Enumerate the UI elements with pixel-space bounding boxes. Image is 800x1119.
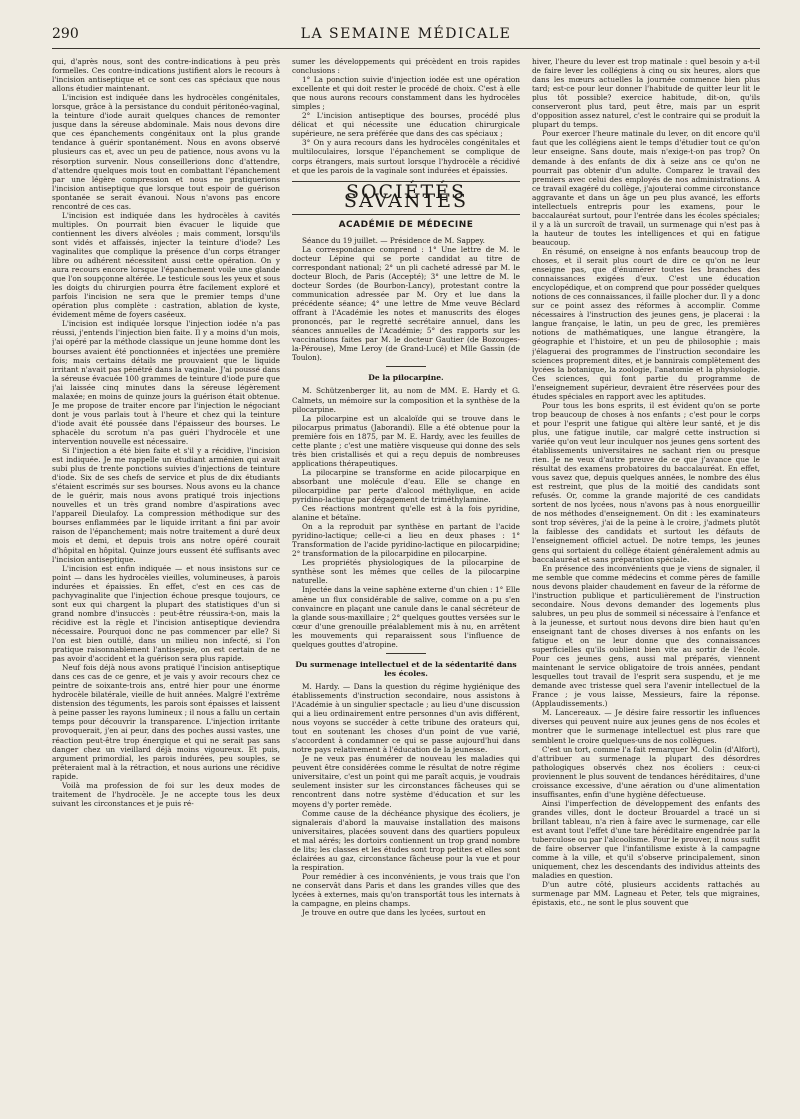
paragraph: L'incision est indiquée dans les hydrocèles à cavités multiples. On pourrait bien évacuer le liquide que contiennent les divers alvéoles ; mais comment, lorsqu'ils sont vidés et affaissés, injecter la teinture d'iode? Les vaginalites que complique la présence d'un corps étranger libre ou adhérent nécessitent aussi cette opération. On y aura recours encore lorsque l'épanchement voile une glande que l'on soupçonne altérée. Le testicule sous les yeux et sous les doigts du chirurgien pourra être facilement exploré et parfois l'incision ne sera que le premier temps d'une opération plus complète : castration, ablation de kyste, évidement même de foyers caséeux. <box>52 210 280 320</box>
session-line: Séance du 19 juillet. — Présidence de M. Sappey. <box>302 235 485 245</box>
paragraph: Pour remédier à ces inconvénients, je vous trais que l'on ne conservât dans Paris et dans les grandes villes que des lycées à externes, mais qu'on transportât tous les internats à la campagne, en pleins champs. <box>292 871 520 909</box>
column-middle <box>292 57 520 1107</box>
column-left <box>52 57 280 1107</box>
academy-heading: ACADÉMIE DE MÉDECINE <box>338 219 474 230</box>
subheading-surmenage: Du surmenage intellectuel et de la sédentarité dans les écoles. <box>295 659 517 678</box>
paragraph: Comme cause de la déchéance physique des écoliers, je signalerais d'abord la mauvaise installation des maisons universitaires, placées souvent dans des quartiers populeux et mal aérés; les dortoirs contiennent un trop grand nombre de lits; les classes et les études sont trop petites et elles sont éclairées au gaz, circonstance fâcheuse pour la vue et pour la respiration. <box>292 808 520 872</box>
paragraph: On a la reproduit par synthèse en partant de l'acide pyridino-lactique; celle-ci a lieu en deux phases : 1° Transformation de l'acide pyridino-lactique en pilocarpidine; 2° transformation de la pilocarpidine en pilocarpine. <box>292 522 520 559</box>
paragraph: Ces réactions montrent qu'elle est à la fois pyridine, alanine et bétaïne. <box>292 504 520 523</box>
paragraph: Je ne veux pas énumérer de nouveau les maladies qui peuvent être considérées comme le résultat de notre régime universitaire, c'est un point qui me paraît acquis, je voudrais seulement insister sur les circonstances fâcheuses qui se rencontrent dans notre système d'éducation et sur les moyens d'y porter remède. <box>292 754 520 809</box>
paragraph: Les propriétés physiologiques de la pilocarpine de synthèse sont les mêmes que celles de la pilocarpine naturelle. <box>292 558 520 586</box>
paragraph: Neuf fois déjà nous avons pratiqué l'incision antiseptique dans ces cas de ce genre, et je vais y avoir recours chez ce peintre de soixante-trois ans, entré hier pour une énorme hydrocèle bilatérale, vieille de huit années. Malgré l'extrême distension des téguments, les parois sont épaisses et laissent à peine passer les rayons lumineux ; il nous a fallu un certain temps pour découvrir la transparence. L'injection irritante provoquerait, j'en ai peur, dans des poches aussi vastes, une réaction peut-être trop énergique et qui ne serait pas sans danger chez un vieillard déjà moins vigoureux. Et puis, argument primordial, les parois indurées, peu souples, se prêteraient mal à la rétraction, et nous aurions une récidive rapide. <box>52 663 280 781</box>
paragraph: Pour tous les bons esprits, il est évident qu'on se porte trop beaucoup de choses à nos enfants ; c'est pour le corps et pour l'esprit une fatigue qui altère leur santé, et je dis plus, une fatigue inutile, car malgré cette instruction si variée qu'on veut leur inculquer nos jeunes gens sortent des établissements universitaires ne sachant rien ou presque rien. Je ne veux d'autre preuve de ce que j'avance que le résultat des examens probatoires du baccalauréat. En effet, vous savez que, depuis quelques années, le nombre des élus est restreint, que plus de la moitié des candidats sont refusés. Or, comme la grande majorité de ces candidats sortent de nos lycées, nous n'avons pas à nous enorgueillir de nos méthodes d'enseignement. On dit : les examinateurs sont trop sévères, j'ai de la peine à le croire, j'admets plutôt la faiblesse des candidats et surtout les défauts de l'enseignement officiel actuel. De notre temps, les jeunes gens qui sortaient du collège étaient généralement admis au baccalauréat et sans préparation spéciale. <box>532 400 760 564</box>
paragraph: L'incision est indiquée lorsque l'injection iodée n'a pas réussi, j'entends l'injection bien faite. Il y a moins d'un mois, j'ai opéré par la méthode classique un jeune homme dont les bourses avaient été ponctionnées et injectées une première fois; mais certains détails me prouvaient que le liquide irritant n'avait pas pénétré dans la vaginale. J'ai poussé dans la séreuse évacuée 100 grammes de teinture d'iode pure que j'ai laissée cinq minutes dans la séreuse légèrement malaxée; en moins de quinze jours la guérison était obtenue. Je me propose de traiter encore par l'injection le négociant dont je vous parlais tout à l'heure et chez qui la teinture d'iode avait été poussée dans l'épaisseur des bourses. Le sphacèle du scrotum n'a pas guéri l'hydrocèle et une intervention nouvelle est nécessaire. <box>52 319 280 446</box>
journal-title: LA SEMAINE MÉDICALE <box>300 26 512 42</box>
paragraph: L'incision est enfin indiquée — et nous insistons sur ce point — dans les hydrocèles vieilles, volumineuses, à parois indurées et épaissies. En effet, c'est en ces cas de pachyvaginalite que l'injection échoue presque toujours, ce sont eux qui chargent la plupart des statistiques d'un si grand nombre d'insuccès : peut-être réussira-t-on, mais la récidive est la règle et l'incision antiseptique deviendra nécessaire. Pourquoi donc ne pas commencer par elle? Si l'on est bien outillé, dans un milieu non infecté, si l'on pratique raisonnablement l'antisepsie, on est certain de ne pas avoir d'accident et la guérison sera plus rapide. <box>52 563 280 664</box>
subheading-pilocarpine: De la pilocarpine. <box>368 373 444 383</box>
divider <box>386 366 426 367</box>
paragraph: sumer les développements qui précèdent en trois rapides conclusions : <box>292 57 520 76</box>
conclusion-item: 3° On y aura recours dans les hydrocèles congénitales et multiloculaires, lorsque l'épanchement se complique de corps étrangers, mais surtout lorsque l'hydrocèle a récidivé et que les parois de la vaginale sont indurées et épaissies. <box>292 138 520 175</box>
paragraph: Injectée dans la veine saphène externe d'un chien : 1° Elle amène un flux considérable de salive, comme on a pu s'en convaincre en plaçant une canule dans le canal sécréteur de la glande sous-maxillaire ; 2° quelques gouttes versées sur le cœur d'une grenouille préalablement mis à nu, en arrêtent les mouvements qui reparaissent sous l'influence de quelques gouttes d'atropine. <box>292 585 520 649</box>
paragraph: Ainsi l'imperfection de développement des enfants des grandes villes, dont le docteur Brouardel a tracé un si brillant tableau, n'a rien à faire avec le surmenage, car elle est avant tout l'effet d'une tare héréditaire engendrée par la tuberculose ou par l'alcoolisme. Pour le prouver, il nous suffit de faire observer que l'infantilisme existe à la campagne comme à la ville, et qu'il s'observe principalement, sinon uniquement, chez les descendants des individus atteints des maladies en question. <box>532 798 760 881</box>
conclusion-item: 2° L'incision antiseptique des bourses, procédé plus délicat et qui nécessite une éducation chirurgicale supérieure, ne sera préférée que dans des cas spéciaux ; <box>292 111 520 139</box>
paragraph: Pour exercer l'heure matinale du lever, on dit encore qu'il faut que les collégiens aient le temps d'étudier tout ce qu'on leur enseigne. Sans doute, mais n'exige-t-on pas trop? On demande à des enfants de dix à seize ans ce qu'on ne pourrait pas obtenir d'un adulte. Comparez le travail des premiers avec celui des employés de nos administrations. A ce travail exagéré du collège, j'ajouterai comme circonstance aggravante et dans un âge un peu plus avancé, les efforts intellectuels entrepris pour les examens, pour le baccalauréat surtout, pour l'entrée dans les écoles spéciales; il y a là un surcroît de travail, un surmenage qui n'est pas à la hauteur de toutes les intelligences et qui en fatigue beaucoup. <box>532 129 760 247</box>
column-right <box>532 57 760 1107</box>
paragraph: En résumé, on enseigne à nos enfants beaucoup trop de choses, et il serait plus court de dire ce qu'on ne leur enseigne pas, que d'énumérer toutes les branches des connaissances exigées d'eux. C'est une éducation encyclopédique, et on comprend que pour posséder quelques notions de ces connaissances, il faille plocher dur. Il y a donc sur ce point assez des réformes à accomplir. Comme nécessaires à l'instruction des jeunes gens, je placerai : la langue française, le latin, un peu de grec, les premières notions de mathématiques, une langue étrangère, la géographie et l'histoire, et un peu de philosophie ; mais j'élaguerai des programmes de l'instruction secondaire les sciences proprement dites, et je bannirais complètement des lycées la botanique, la zoologie, l'anatomie et la physiologie. Ces sciences, qui font partie du programme de l'enseignement supérieur, devraient être réservées pour des études spéciales en rapport avec les aptitudes. <box>532 246 760 401</box>
running-head <box>52 26 760 49</box>
paragraph: Si l'injection a été bien faite et s'il y a récidive, l'incision est indiquée. Je me rappelle un étudiant arménien qui avait subi plus de trente ponctions suivies d'injections de teinture d'iode. Six de ses chefs de service et plus de dix étudiants s'étaient escrimés sur ses bourses. Nous avons eu la chance de le guérir, mais nous avons pratiqué trois injections nouvelles et un très grand nombre d'aspirations avec l'appareil Dieulafoy. La compression méthodique sur des bourses enflammées par le liquide irritant a fini par avoir raison de l'épanchement; mais notre traitement a duré deux mois et demi, et depuis trois ans notre opéré courait d'hôpital en hôpital. Quinze jours eussent été suffisants avec l'incision antiseptique. <box>52 446 280 564</box>
paragraph: Je trouve en outre que dans les lycées, surtout en <box>302 908 486 918</box>
paragraph: La pilocarpine se transforme en acide pilocarpique en absorbant une molécule d'eau. Elle se change en pilocarpidine par perte d'alcool méthylique, en acide pyridino-lactique par dégagement de triméthylamine. <box>292 467 520 505</box>
correspondence-paragraph: La correspondance comprend : 1° Une lettre de M. le docteur Lépine qui se porte candidat au titre de correspondant national; 2° un pli cacheté adressé par M. le docteur Bloch, de Paris (Accepté); 3° une lettre de M. le docteur Sordes (de Bourbon-Lancy), protestant contre la communication adressée par M. Ory et lue dans la précédente séance; 4° une lettre de Mme veuve Béclard offrant à l'Académie les notes et manuscrits des éloges prononcés, par le regretté secrétaire annuel, dans les séances annuelles de l'Académie; 5° des rapports sur les vaccinations faites par M. le docteur Gautier (de Bozouges-la-Pérouse), Mme Leroy (de Grand-Lucé) et Mlle Gassin (de Toulon). <box>292 244 520 363</box>
paragraph: En présence des inconvénients que je viens de signaler, il me semble que comme médecins et comme pères de famille nous devons plaider chaudement en faveur de la réforme de l'instruction publique et particulièrement de l'instruction secondaire. Nous devons demander des logements plus salubres, un peu plus de sommeil si nécessaire à l'enfance et à la jeunesse, et surtout nous devons dire bien haut qu'en enseignant tant de choses diverses à nos enfants on les fatigue et on ne leur donne que des connaissances superficielles qu'ils oublient bien vite au sortir de l'école. Pour ces jeunes gens, aussi mal préparés, viennent maintenant le service obligatoire de trois années, pendant lesquelles tout travail de l'esprit sera suspendu, et je me demande avec tristesse quel sera l'avenir intellectuel de la France ; je vous laisse, Messieurs, faire la réponse. (Applaudissements.) <box>532 563 760 709</box>
section-divider <box>292 214 520 215</box>
paragraph: qui, d'après nous, sont des contre-indications à peu près formelles. Ces contre-indications justifient alors le recours à l'incision antiseptique et ce sont ces cas spéciaux que nous allons étudier maintenant. <box>52 57 280 94</box>
divider <box>386 653 426 654</box>
paragraph: L'incision est indiquée dans les hydrocèles congénitales, lorsque, grâce à la persistance du conduit péritonéo-vaginal, la teinture d'iode aurait quelques chances de remonter jusque dans la séreuse abdominale. Mais nous devons dire que ces épanchements congénitaux ont la plus grande tendance à guérir spontanément. Nous en avons observé plusieurs cas et, avec un peu de patience, nous avons vu la résorption survenir. Nous conseillerions donc d'attendre, d'attendre quelques mois tout en combattant l'épanchement par une légère compression et nous ne pratiquerions l'incision antiseptique que lorsque tout espoir de guérison spontanée se serait évanoui. Nous n'avons pas encore rencontré de ces cas. <box>52 93 280 211</box>
text-columns <box>52 57 760 1107</box>
page-number: 290 <box>52 26 79 42</box>
paragraph: C'est un tort, comme l'a fait remarquer M. Colin (d'Alfort), d'attribuer au surmenage la plupart des désordres pathologiques observés chez nos écoliers : ceux-ci proviennent le plus souvent de tendances héréditaires, d'une croissance excessive, d'une aération ou d'une alimentation insuffisantes, enfin d'une hygiène défectueuse. <box>532 744 760 799</box>
section-title: SOCIÉTÉS SAVANTES <box>343 180 469 212</box>
conclusion-item: 1° La ponction suivie d'injection iodée est une opération excellente et qui doit rester le procédé de choix. C'est à elle que nous aurons recours constamment dans les hydrocèles simples ; <box>292 75 520 112</box>
paragraph: M. Schützenberger lit, au nom de MM. E. Hardy et G. Calmets, un mémoire sur la composition et la synthèse de la pilocarpine. <box>292 386 520 414</box>
paragraph: M. Hardy. — Dans la question du régime hygiénique des établissements d'instruction secondaire, nous assistons à l'Académie à un singulier spectacle ; au lieu d'une discussion qui a lieu ordinairement entre personnes d'un avis différent, nous voyons se succéder à cette tribune des orateurs qui, tout en soutenant les choses d'un point de vue varié, s'accordent à condamner ce qui se passe aujourd'hui dans notre pays relativement à l'éducation de la jeunesse. <box>292 681 520 755</box>
paragraph: D'un autre côté, plusieurs accidents rattachés au surmenage par MM. Lagneau et Peter, tels que migraines, épistaxis, etc., ne sont le plus souvent que <box>532 880 760 908</box>
paragraph: La pilocarpine est un alcaloïde qui se trouve dans le pilocarpus primatus (Jaborandi). Elle a été obtenue pour la première fois en 1875, par M. E. Hardy, avec les feuilles de cette plante ; c'est une matière visqueuse qui donne des sels très bien cristallisés et qui a reçu depuis de nombreuses applications thérapeutiques. <box>292 413 520 468</box>
paragraph: hiver, l'heure du lever est trop matinale : quel besoin y a-t-il de faire lever les collégiens à cinq ou six heures, alors que dans les mœurs actuelles la journée commence bien plus tard; est-ce pour leur donner l'habitude de quitter leur lit le plus tôt possible? exercice habitude, dit-on, qu'ils conserveront plus tard, peut être, mais par un esprit d'opposition assez naturel, c'est le contraire qui se produit la plupart du temps. <box>532 57 760 130</box>
paragraph: Voilà ma profession de foi sur les deux modes de traitement de l'hydrocèle. Je ne accepte tous les deux suivant les circonstances et je puis ré- <box>52 780 280 808</box>
paragraph: M. Lancereaux. — Je désire faire ressortir les influences diverses qui peuvent nuire aux jeunes gens de nos écoles et montrer que le surmenage intellectuel est plus rare que semblent le croire quelques-uns de nos collègues. <box>532 708 760 745</box>
